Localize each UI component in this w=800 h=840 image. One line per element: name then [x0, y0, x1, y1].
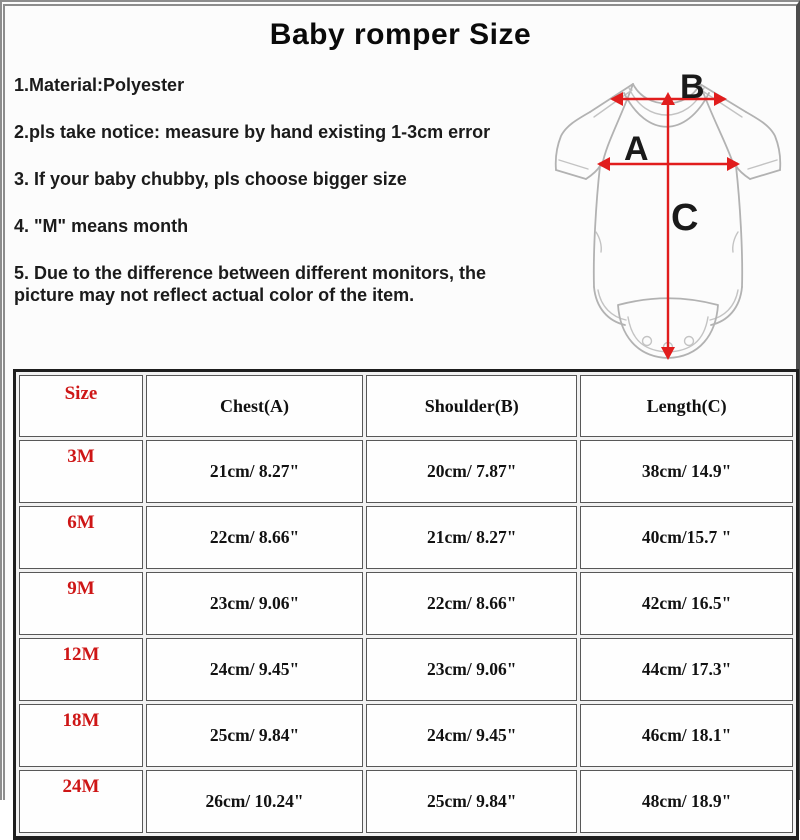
- length-9m: 42cm/ 16.5": [580, 572, 793, 635]
- chest-24m: 26cm/ 10.24": [146, 770, 363, 833]
- size-9m: 9M: [19, 572, 143, 635]
- size-24m: 24M: [19, 770, 143, 833]
- note-material: 1.Material:Polyester: [14, 75, 185, 95]
- table-row: [19, 572, 793, 635]
- shoulder-18m: 24cm/ 9.45": [366, 704, 577, 767]
- table-row: [19, 506, 793, 569]
- shoulder-12m: 23cm/ 9.06": [366, 638, 577, 701]
- length-24m: 48cm/ 18.9": [580, 770, 793, 833]
- chest-label: A: [624, 130, 649, 168]
- notes-list: [14, 74, 530, 331]
- size-6m: 6M: [19, 506, 143, 569]
- shoulder-24m: 25cm/ 9.84": [366, 770, 577, 833]
- shoulder-6m: 21cm/ 8.27": [366, 506, 577, 569]
- chest-12m: 24cm/ 9.45": [146, 638, 363, 701]
- chest-6m: 22cm/ 8.66": [146, 506, 363, 569]
- header-chest: Chest(A): [146, 375, 363, 437]
- page-title: Baby romper Size: [269, 18, 532, 51]
- romper-measurement-diagram: [528, 62, 800, 366]
- length-6m: 40cm/15.7 ": [580, 506, 793, 569]
- header-length: Length(C): [580, 375, 793, 437]
- size-12m: 12M: [19, 638, 143, 701]
- table-row: [19, 440, 793, 503]
- size-3m: 3M: [19, 440, 143, 503]
- shoulder-3m: 20cm/ 7.87": [366, 440, 577, 503]
- shoulder-label: B: [680, 68, 705, 106]
- chest-3m: 21cm/ 8.27": [146, 440, 363, 503]
- table-header-row: [19, 375, 793, 437]
- header-size: Size: [19, 375, 143, 437]
- chest-18m: 25cm/ 9.84": [146, 704, 363, 767]
- chest-9m: 23cm/ 9.06": [146, 572, 363, 635]
- note-monitor-color: 5. Due to the difference between different monitors, the picture may not reflect actual color of the item.: [14, 263, 487, 305]
- length-label: C: [671, 197, 699, 239]
- size-table: [13, 369, 799, 840]
- table-row: [19, 770, 793, 833]
- size-18m: 18M: [19, 704, 143, 767]
- length-3m: 38cm/ 14.9": [580, 440, 793, 503]
- table-row: [19, 704, 793, 767]
- table-row: [19, 638, 793, 701]
- baby-romper-drawing: [528, 62, 800, 366]
- length-12m: 44cm/ 17.3": [580, 638, 793, 701]
- note-month-meaning: 4. "M" means month: [14, 216, 189, 236]
- header-shoulder: Shoulder(B): [366, 375, 577, 437]
- length-18m: 46cm/ 18.1": [580, 704, 793, 767]
- note-measure-error: 2.pls take notice: measure by hand existing 1-3cm error: [14, 122, 491, 142]
- shoulder-9m: 22cm/ 8.66": [366, 572, 577, 635]
- note-chubby-size: 3. If your baby chubby, pls choose bigger size: [14, 169, 407, 189]
